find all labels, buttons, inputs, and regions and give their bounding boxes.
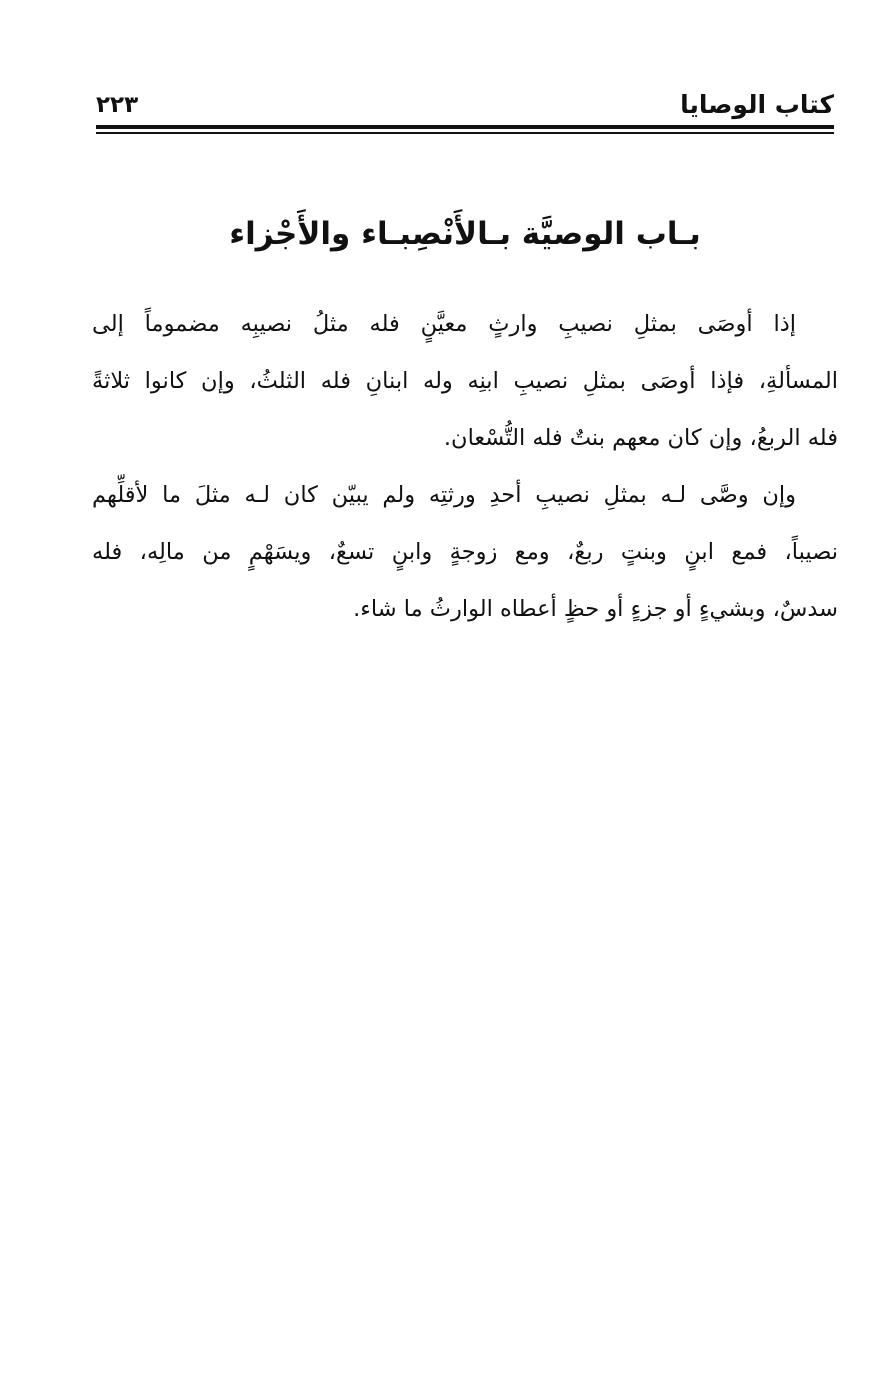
paragraph-1 bbox=[92, 296, 838, 467]
paragraph-line: وإن وصَّى لـه بمثلِ نصيبِ أحدِ ورثتِه ولم يبيّن كان لـه مثلَ ما لأقلِّهم bbox=[92, 482, 796, 508]
paragraph-line: إذا أوصَى بمثلِ نصيبِ وارثٍ معيَّنٍ فله مثلُ نصيبِه مضموماً إلى bbox=[92, 311, 796, 337]
page-number: ٢٢٣ bbox=[96, 92, 139, 118]
paragraph-2 bbox=[92, 467, 838, 638]
chapter-heading: بـاب الوصيَّة بـالأَنْصِبـاء والأَجْزاء bbox=[229, 216, 701, 252]
running-header bbox=[96, 88, 834, 122]
header-rule-thick bbox=[96, 125, 834, 129]
book-title: كتاب الوصايا bbox=[680, 90, 834, 119]
paragraph-line: نصيباً، فمع ابنٍ وبنتٍ ربعٌ، ومع زوجةٍ وابنٍ تسعٌ، ويسَهْمٍ من مالِه، فله bbox=[92, 539, 838, 565]
paragraph-line: المسألةِ، فإذا أوصَى بمثلِ نصيبِ ابنِه وله ابنانِ فله الثلثُ، وإن كانوا ثلاثةً bbox=[92, 368, 838, 394]
header-rule-thin bbox=[96, 132, 834, 134]
paragraph-line: فله الربعُ، وإن كان معهم بنتٌ فله التُّسْعان. bbox=[443, 425, 838, 451]
body-text bbox=[92, 296, 838, 638]
paragraph-line: سدسٌ، وبشيءٍ أو جزءٍ أو حظٍ أعطاه الوارثُ ما شاء. bbox=[353, 596, 838, 622]
